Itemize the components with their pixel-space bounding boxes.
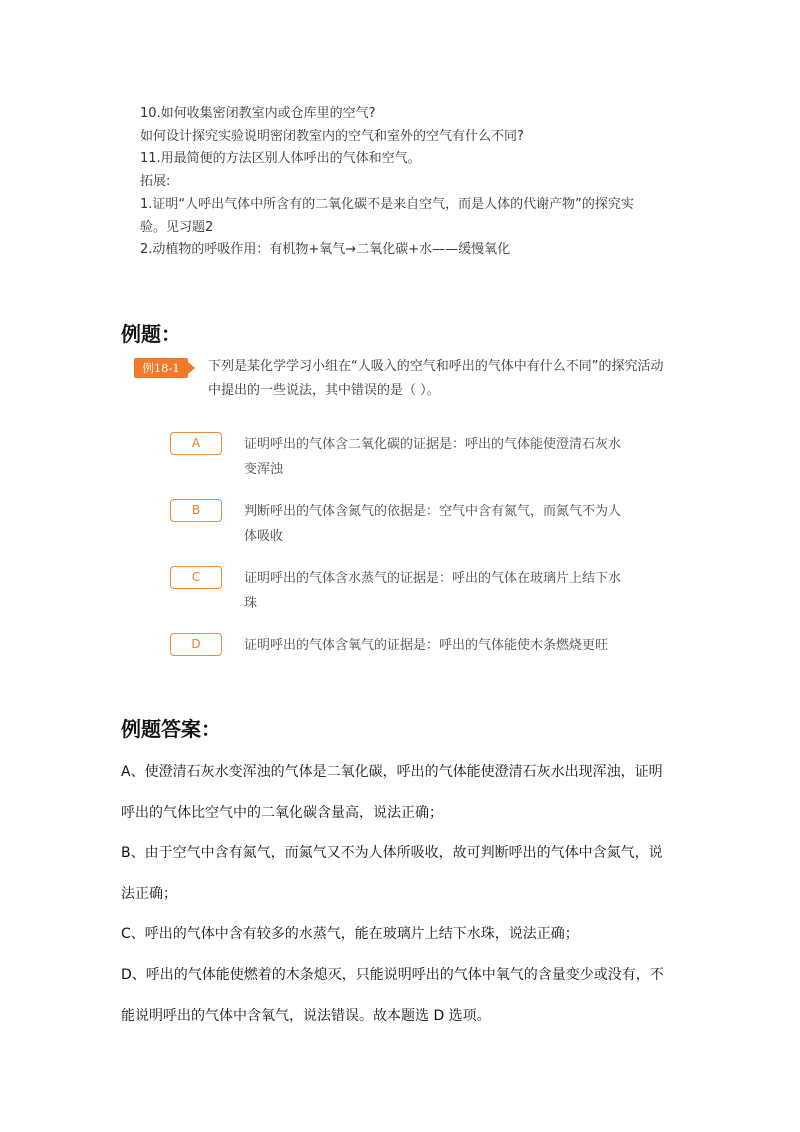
question-text: 下列是某化学学习小组在“人吸入的空气和呼出的气体中有什么不同”的探究活动中提出的一些说法，其中错误的是（ ）。: [208, 359, 664, 398]
intro-line: 11.用最简便的方法区别人体呼出的气体和空气。: [140, 151, 421, 167]
answer-line: B、由于空气中含有氮气，而氮气又不为人体所吸收，故可判断呼出的气体中含氮气，说: [121, 845, 663, 862]
option-label: A: [170, 432, 222, 455]
intro-line: 10.如何收集密闭教室内或仓库里的空气?: [140, 106, 376, 121]
intro-line: 如何设计探究实验说明密闭教室内的空气和室外的空气有什么不同?: [140, 128, 524, 144]
answer-line: 呼出的气体比空气中的二氧化碳含量高，说法正确；: [121, 804, 443, 821]
intro-text-block: [140, 103, 700, 262]
example-heading: 例题：: [121, 322, 181, 346]
intro-line: 拓展:: [140, 174, 171, 190]
intro-line: 验。见习题2: [140, 219, 214, 235]
option-label: D: [170, 633, 222, 656]
answer-text-block: [121, 752, 691, 1036]
option-label: B: [170, 499, 222, 522]
option-label: C: [170, 566, 222, 589]
answer-line: C、呼出的气体中含有较多的水蒸气，能在玻璃片上结下水珠，说法正确；: [121, 926, 579, 943]
intro-line: 2.动植物的呼吸作用：有机物+氧气→二氧化碳+水——缓慢氧化: [140, 242, 511, 258]
answer-line: 能说明呼出的气体中含氧气，说法错误。故本题选 D 选项。: [121, 1007, 491, 1024]
option-text: 证明呼出的气体含二氧化碳的证据是：呼出的气体能使澄清石灰水变浑浊: [244, 437, 622, 477]
option-text: 证明呼出的气体含氧气的证据是：呼出的气体能使木条燃烧更旺: [244, 638, 609, 653]
intro-line: 1.证明“人呼出气体中所含有的二氧化碳不是来自空气，而是人体的代谢产物”的探究实: [140, 196, 634, 212]
example-tag: 例18-1: [134, 358, 188, 378]
option-text: 证明呼出的气体含水蒸气的证据是：呼出的气体在玻璃片上结下水珠: [244, 571, 622, 611]
answer-line: 法正确；: [121, 885, 177, 902]
option-text: 判断呼出的气体含氮气的依据是：空气中含有氮气，而氮气不为人体吸收: [244, 504, 622, 544]
answer-line: D、呼出的气体能使燃着的木条熄灭，只能说明呼出的气体中氧气的含量变少或没有，不: [121, 966, 664, 983]
answer-heading: 例题答案：: [121, 717, 221, 741]
answer-line: A、使澄清石灰水变浑浊的气体是二氧化碳，呼出的气体能使澄清石灰水出现浑浊，证明: [121, 764, 663, 780]
